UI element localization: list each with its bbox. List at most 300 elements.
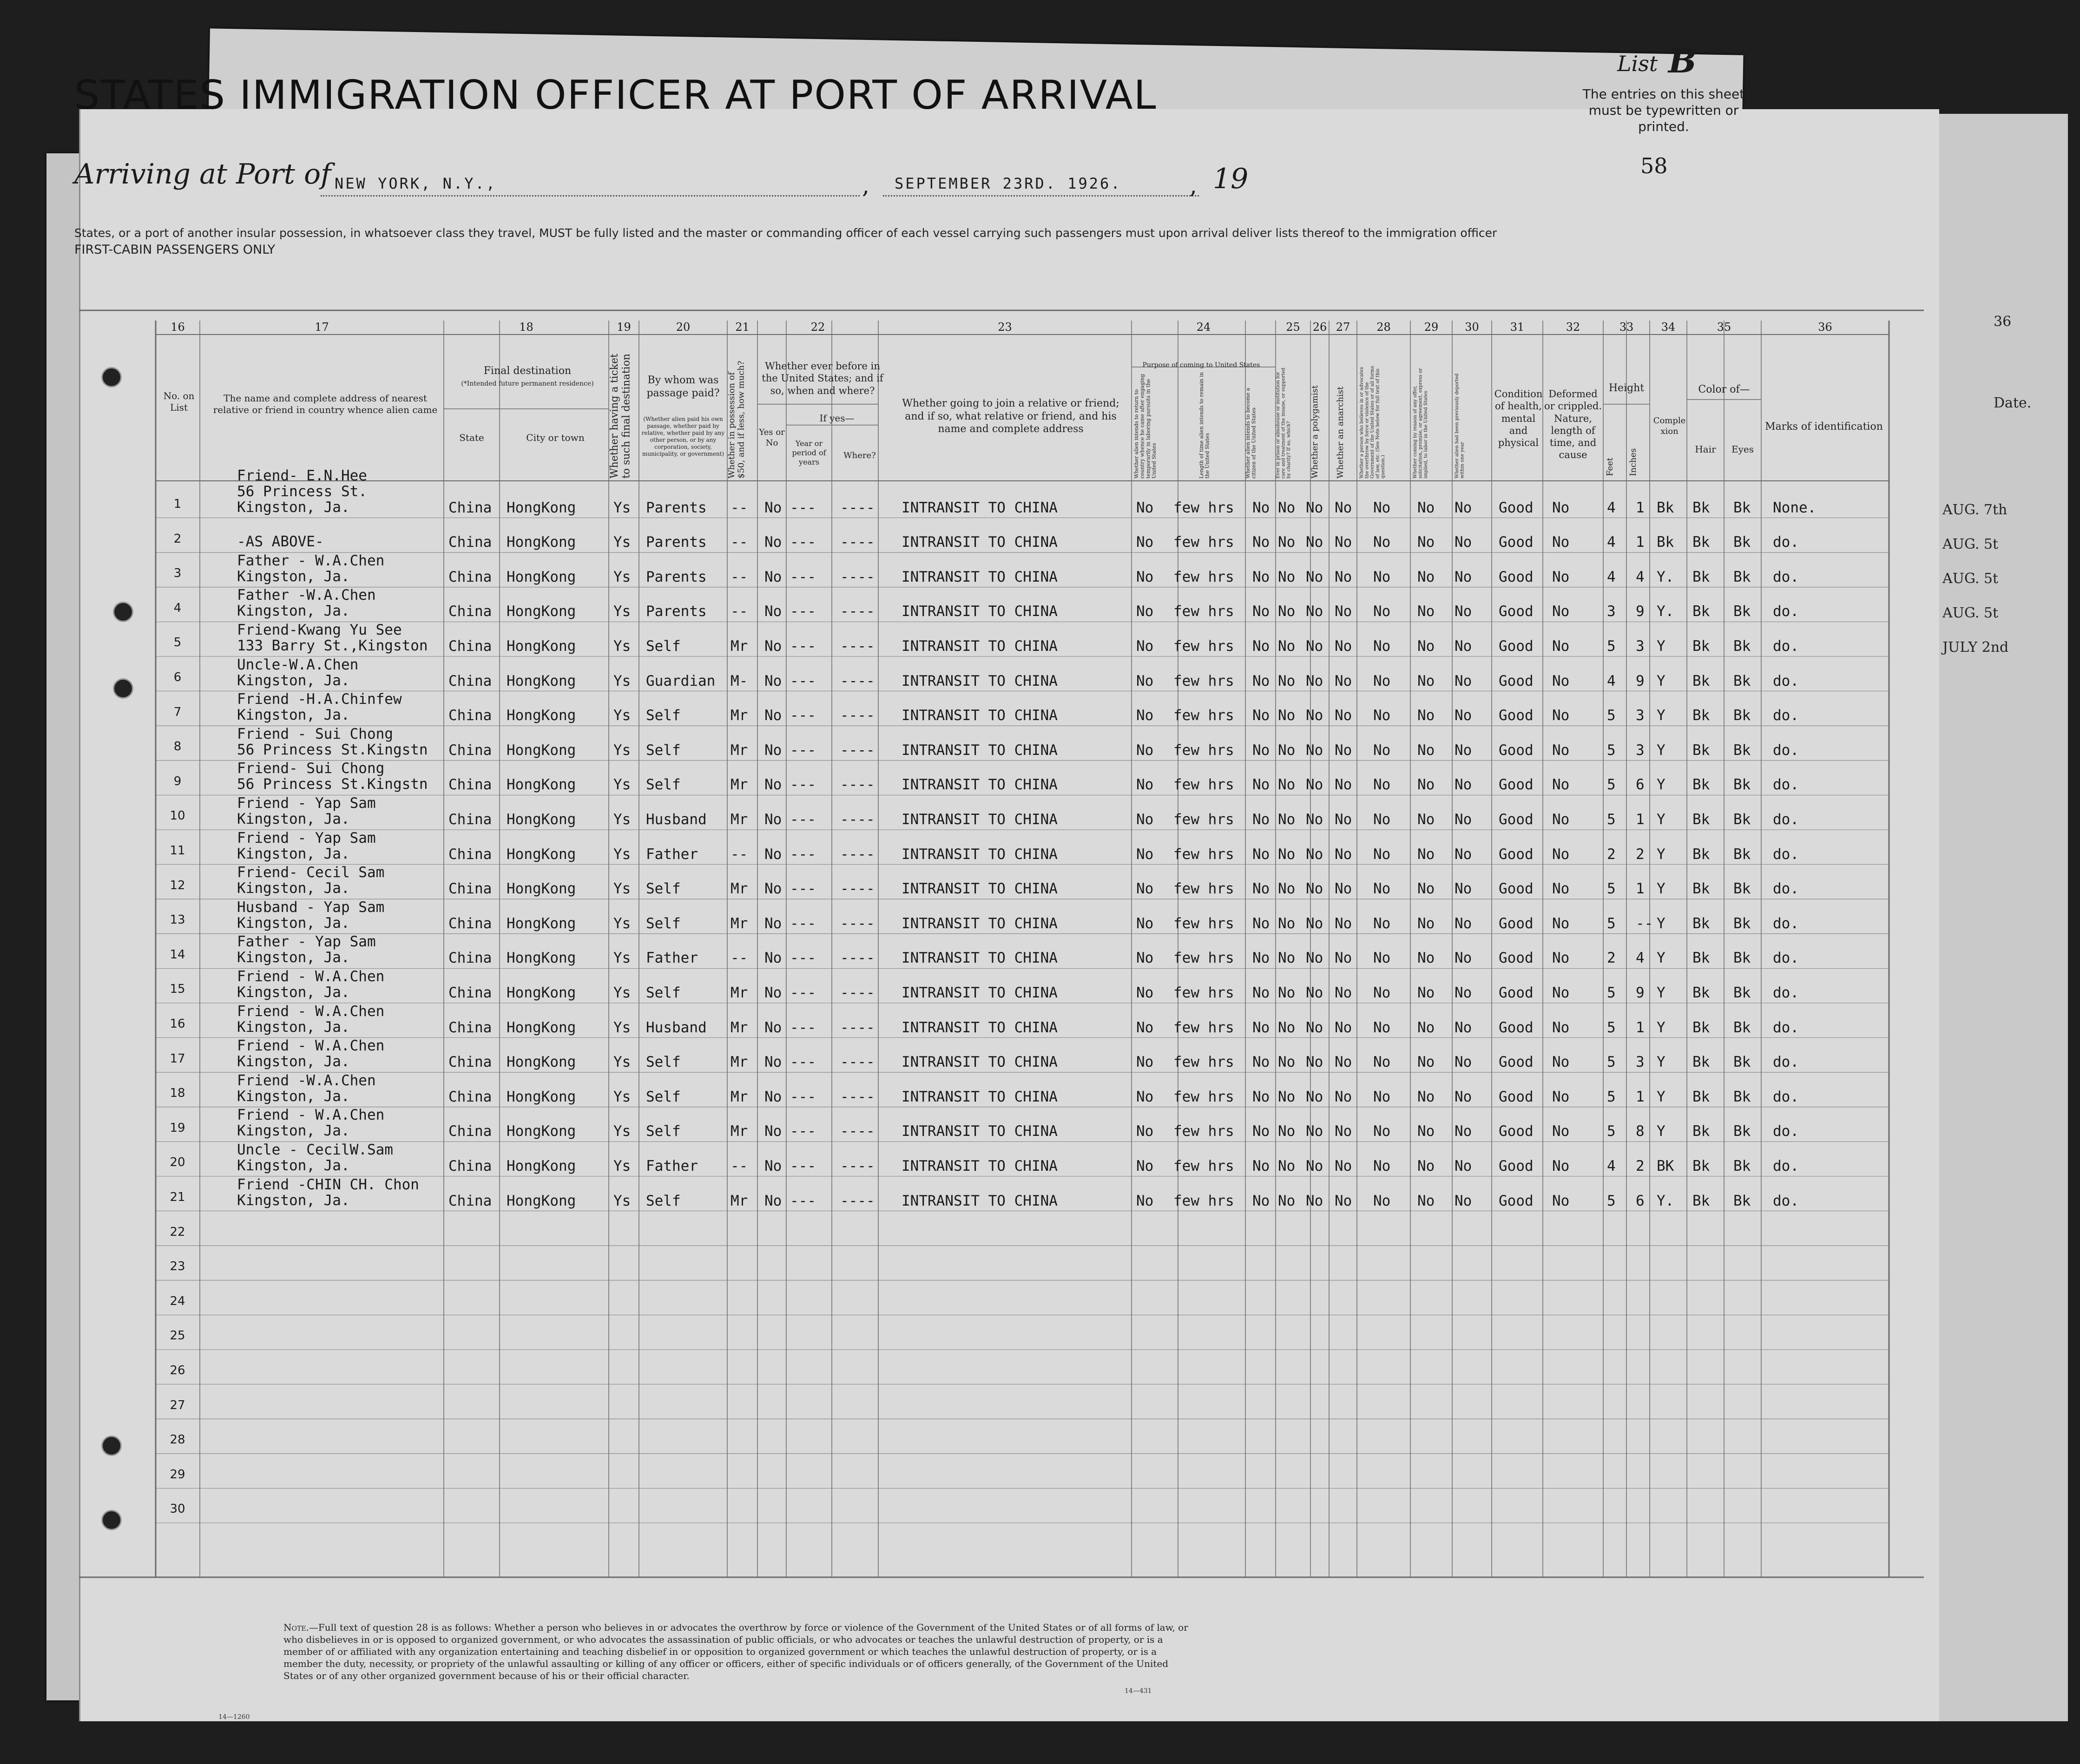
cell-money: -- (731, 568, 748, 585)
header-length-of-time: Length of time alien intends to remain in the United States (1198, 372, 1211, 479)
cell-health: Good (1499, 1054, 1534, 1071)
cell-inches: 3 (1636, 638, 1645, 655)
cell-join: INTRANSIT TO CHINA (902, 707, 1058, 724)
cell-where: ---- (840, 534, 875, 551)
cell-hair: Bk (1692, 950, 1710, 967)
cell-paid: Self (646, 638, 681, 655)
cell-purpose: No (1136, 984, 1154, 1001)
header-deformed: Deformed or crippled. Nature, length of time, and cause (1544, 388, 1602, 461)
cell-inches: 1 (1636, 880, 1645, 898)
cell-citizen: No (1252, 741, 1270, 759)
row-number: 10 (170, 809, 185, 823)
cell-deformed: No (1552, 776, 1570, 793)
cell-deported: No (1455, 880, 1472, 898)
cell-before: No (764, 534, 782, 551)
cell-deformed: No (1552, 568, 1570, 585)
cell-deformed: No (1552, 603, 1570, 620)
cell-state: China (448, 1158, 492, 1174)
cell-inches: 2 (1636, 1158, 1645, 1174)
cell-where: ---- (840, 915, 875, 932)
cell-purpose: No (1136, 1088, 1154, 1105)
cell-anarch: No (1335, 1123, 1352, 1140)
cell-where: ---- (840, 568, 875, 585)
row-number: 11 (170, 844, 185, 858)
cell-overthrow: No (1373, 568, 1391, 585)
cell-year: --- (790, 707, 816, 724)
row-number: 25 (170, 1329, 185, 1343)
cell-feet: 5 (1607, 776, 1616, 793)
header-overthrow: Whether a person who believes in or advocates the overthrow by force or violence of the Government of the United States or of all forms of law, etc. (See Note below for full text of this question.) (1359, 366, 1386, 479)
cell-overthrow: No (1373, 880, 1391, 898)
cell-paid: Parents (646, 534, 707, 551)
cell-length: few hrs (1173, 984, 1234, 1001)
cell-paid: Father (646, 846, 698, 863)
cell-health: Good (1499, 1088, 1534, 1105)
cell-state: China (448, 534, 492, 551)
cell-deformed: No (1552, 499, 1570, 516)
cell-city: HongKong (507, 950, 576, 967)
cell-city: HongKong (507, 1123, 576, 1140)
cell-feet: 5 (1607, 915, 1616, 932)
footnote-text: —Full text of question 28 is as follows: Whether a person who believes in or advocates the overthrow by force or violence of the Government of the United States or of all forms of law, or who disbelieves in or is opposed to organized government, or who advocates the assassination of public officials, or who advocates or teaches the unlawful destruction of property, or is a member of or affiliated with any organization entertaining and teaching disbelief in or opposition to organized government or which teaches the unlawful destruction of property, or is a member the duty, necessity, or propriety of the unlawful assaulting or killing of any officer or officers, either of specific individuals or of officers generally, of the Government of the United States or of any other organized government because of his or their official character. (283, 1622, 1188, 1681)
cell-city: HongKong (507, 1054, 576, 1071)
cell-purpose: No (1136, 950, 1154, 967)
cell-feet: 4 (1607, 672, 1616, 689)
cell-deported: No (1455, 950, 1472, 967)
row-number: 9 (173, 774, 182, 788)
cell-prison: No (1278, 776, 1296, 793)
cell-before: No (764, 603, 782, 620)
comma-2: , (1190, 172, 1197, 199)
cell-health: Good (1499, 741, 1534, 759)
cell-offer: No (1417, 846, 1435, 863)
cell-polyg: No (1306, 1054, 1323, 1071)
cell-year: --- (790, 1019, 816, 1036)
cell-deported: No (1455, 984, 1472, 1001)
cell-where: ---- (840, 1088, 875, 1105)
cell-join: INTRANSIT TO CHINA (902, 568, 1058, 585)
punch-hole (101, 367, 122, 387)
relative-address: Husband - Yap Sam Kingston, Ja. (237, 898, 385, 931)
cell-feet: 5 (1607, 1123, 1616, 1140)
cell-prison: No (1278, 846, 1296, 863)
cell-ticket: Ys (613, 1158, 631, 1174)
cell-deported: No (1455, 1123, 1472, 1140)
cell-polyg: No (1306, 1019, 1323, 1036)
row-number: 3 (173, 566, 182, 581)
cell-complexion: Bk (1657, 499, 1674, 516)
cell-year: --- (790, 741, 816, 759)
column-number: 16 (171, 321, 185, 334)
cell-length: few hrs (1173, 603, 1234, 620)
cell-feet: 5 (1607, 741, 1616, 759)
cell-complexion: Y (1657, 846, 1665, 863)
cell-year: --- (790, 1054, 816, 1071)
row-number: 29 (170, 1467, 185, 1482)
cell-ticket: Ys (613, 568, 631, 585)
cell-feet: 5 (1607, 638, 1616, 655)
cell-where: ---- (840, 707, 875, 724)
cell-money: -- (731, 499, 748, 516)
cell-deformed: No (1552, 846, 1570, 863)
cell-citizen: No (1252, 1192, 1270, 1209)
cell-state: China (448, 1054, 492, 1071)
cell-citizen: No (1252, 950, 1270, 967)
cell-marks: do. (1773, 846, 1799, 863)
cell-offer: No (1417, 915, 1435, 932)
cell-complexion: Y (1657, 1088, 1665, 1105)
cell-complexion: Y. (1657, 568, 1674, 585)
cell-marks: do. (1773, 880, 1799, 898)
column-number: 22 (810, 321, 825, 334)
cell-hair: Bk (1692, 1123, 1710, 1140)
header-intends-citizen: Whether alien intends to become a citizen of the United States (1245, 387, 1257, 479)
cell-state: China (448, 672, 492, 689)
cell-join: INTRANSIT TO CHINA (902, 1088, 1058, 1105)
cell-money: M- (731, 672, 748, 689)
cell-ticket: Ys (613, 915, 631, 932)
relative-address: Father - W.A.Chen Kingston, Ja. (237, 552, 385, 585)
punch-hole (113, 602, 133, 622)
cell-inches: 8 (1636, 1123, 1645, 1140)
cell-polyg: No (1306, 846, 1323, 863)
entries-instruction: The entries on this sheet must be typewritten or printed. (1582, 86, 1745, 134)
cell-eyes: Bk (1733, 811, 1751, 828)
cell-deported: No (1455, 1192, 1472, 1209)
cell-year: --- (790, 568, 816, 585)
header-relative: The name and complete address of nearest relative or friend in country whence alien came (213, 393, 438, 415)
row-number: 1 (173, 497, 182, 511)
cell-offer: No (1417, 984, 1435, 1001)
cell-marks: do. (1773, 568, 1799, 585)
cell-state: China (448, 707, 492, 724)
relative-address: Friend - W.A.Chen Kingston, Ja. (237, 1037, 385, 1070)
cell-polyg: No (1306, 1192, 1323, 1209)
cell-health: Good (1499, 603, 1534, 620)
cell-inches: 1 (1636, 811, 1645, 828)
cell-year: --- (790, 776, 816, 793)
list-label: List (1617, 51, 1658, 76)
cell-ticket: Ys (613, 846, 631, 863)
cell-health: Good (1499, 846, 1534, 863)
cell-anarch: No (1335, 603, 1352, 620)
column-number: 33 (1619, 321, 1634, 334)
cell-before: No (764, 846, 782, 863)
cell-feet: 5 (1607, 1088, 1616, 1105)
cell-polyg: No (1306, 776, 1323, 793)
cell-where: ---- (840, 741, 875, 759)
cell-paid: Parents (646, 499, 707, 516)
header-labor-offer: Whether coming by reason of any offer, solicitation, promise, or agreement, express or implied, to labor in the United States (1413, 368, 1428, 479)
row-number: 21 (170, 1190, 185, 1204)
cell-complexion: Y (1657, 707, 1665, 724)
cell-complexion: Y (1657, 638, 1665, 655)
cell-state: China (448, 1192, 492, 1209)
cell-city: HongKong (507, 776, 576, 793)
header-ever-before: Whether ever before in the United States; and if so, when and where? (762, 361, 883, 396)
cell-length: few hrs (1173, 568, 1234, 585)
arrival-date: SEPTEMBER 23RD. 1926. (895, 175, 1122, 192)
cell-deported: No (1455, 776, 1472, 793)
cell-hair: Bk (1692, 776, 1710, 793)
cell-anarch: No (1335, 811, 1352, 828)
cell-join: INTRANSIT TO CHINA (902, 603, 1058, 620)
cell-overthrow: No (1373, 950, 1391, 967)
cell-complexion: Y. (1657, 603, 1674, 620)
cell-state: China (448, 741, 492, 759)
cell-health: Good (1499, 984, 1534, 1001)
relative-address: Friend - Yap Sam Kingston, Ja. (237, 795, 376, 827)
cell-overthrow: No (1373, 1158, 1391, 1174)
cell-feet: 5 (1607, 707, 1616, 724)
header-passage-note: (Whether alien paid his own passage, whether paid by relative, whether paid by any other person, or by any corporation, society, municipality, or government) (641, 416, 725, 457)
cell-deported: No (1455, 915, 1472, 932)
cell-hair: Bk (1692, 638, 1710, 655)
cell-anarch: No (1335, 1054, 1352, 1071)
cell-marks: None. (1773, 499, 1817, 516)
cell-state: China (448, 880, 492, 898)
cell-year: --- (790, 880, 816, 898)
cell-eyes: Bk (1733, 846, 1751, 863)
cell-city: HongKong (507, 811, 576, 828)
cell-where: ---- (840, 1054, 875, 1071)
cell-hair: Bk (1692, 915, 1710, 932)
row-number: 30 (170, 1502, 185, 1516)
cell-citizen: No (1252, 638, 1270, 655)
cell-complexion: Y (1657, 741, 1665, 759)
cell-paid: Father (646, 1158, 698, 1174)
column-number: 19 (617, 321, 631, 334)
cell-eyes: Bk (1733, 1123, 1751, 1140)
cell-where: ---- (840, 950, 875, 967)
cell-marks: do. (1773, 915, 1799, 932)
cell-ticket: Ys (613, 811, 631, 828)
cell-eyes: Bk (1733, 603, 1751, 620)
cell-marks: do. (1773, 1088, 1799, 1105)
cell-anarch: No (1335, 534, 1352, 551)
cell-overthrow: No (1373, 638, 1391, 655)
cell-feet: 5 (1607, 880, 1616, 898)
cell-length: few hrs (1173, 672, 1234, 689)
cell-health: Good (1499, 707, 1534, 724)
cell-city: HongKong (507, 741, 576, 759)
cell-before: No (764, 1088, 782, 1105)
cell-citizen: No (1252, 1158, 1270, 1174)
cell-inches: 6 (1636, 776, 1645, 793)
cell-join: INTRANSIT TO CHINA (902, 672, 1058, 689)
form-number-right: 14—431 (1125, 1687, 1152, 1695)
cell-anarch: No (1335, 1158, 1352, 1174)
cell-complexion: BK (1657, 1158, 1674, 1174)
cell-anarch: No (1335, 915, 1352, 932)
cell-deformed: No (1552, 534, 1570, 551)
cell-hair: Bk (1692, 1088, 1710, 1105)
cell-offer: No (1417, 1019, 1435, 1036)
form-number-left: 14—1260 (218, 1713, 250, 1721)
punch-hole (101, 1436, 122, 1456)
cell-money: Mr (731, 1054, 748, 1071)
footnote-label: Note. (283, 1622, 309, 1633)
cell-citizen: No (1252, 846, 1270, 863)
cell-health: Good (1499, 880, 1534, 898)
cell-money: Mr (731, 984, 748, 1001)
cell-hair: Bk (1692, 534, 1710, 551)
cell-state: China (448, 776, 492, 793)
cell-marks: do. (1773, 707, 1799, 724)
cell-offer: No (1417, 499, 1435, 516)
cell-ticket: Ys (613, 741, 631, 759)
cell-length: few hrs (1173, 741, 1234, 759)
cell-prison: No (1278, 915, 1296, 932)
column-number: 32 (1566, 321, 1580, 334)
cell-hair: Bk (1692, 984, 1710, 1001)
cell-length: few hrs (1173, 499, 1234, 516)
cell-inches: 4 (1636, 950, 1645, 967)
cell-where: ---- (840, 1019, 875, 1036)
cell-purpose: No (1136, 846, 1154, 863)
cell-length: few hrs (1173, 1192, 1234, 1209)
cell-purpose: No (1136, 880, 1154, 898)
list-value: B (1668, 41, 1697, 80)
cell-year: --- (790, 846, 816, 863)
cell-marks: do. (1773, 638, 1799, 655)
cell-purpose: No (1136, 534, 1154, 551)
cell-citizen: No (1252, 915, 1270, 932)
cell-paid: Self (646, 1123, 681, 1140)
cell-deported: No (1455, 1158, 1472, 1174)
cell-citizen: No (1252, 1088, 1270, 1105)
relative-address: Friend - W.A.Chen Kingston, Ja. (237, 968, 385, 1001)
cell-length: few hrs (1173, 811, 1234, 828)
cell-citizen: No (1252, 880, 1270, 898)
cell-where: ---- (840, 880, 875, 898)
column-number: 27 (1336, 321, 1350, 334)
cell-hair: Bk (1692, 741, 1710, 759)
cell-year: --- (790, 950, 816, 967)
cell-complexion: Y (1657, 984, 1665, 1001)
cell-marks: do. (1773, 672, 1799, 689)
cell-eyes: Bk (1733, 499, 1751, 516)
relative-address: Friend - W.A.Chen Kingston, Ja. (237, 1107, 385, 1140)
relative-address: Friend-Kwang Yu See 133 Barry St.,Kingston (237, 622, 428, 654)
right-date-entry: AUG. 5t (1942, 571, 1999, 587)
cell-overthrow: No (1373, 915, 1391, 932)
cell-feet: 4 (1607, 568, 1616, 585)
cell-hair: Bk (1692, 1054, 1710, 1071)
cell-before: No (764, 672, 782, 689)
row-number: 24 (170, 1294, 185, 1308)
column-number: 25 (1286, 321, 1300, 334)
cell-eyes: Bk (1733, 1192, 1751, 1209)
cell-city: HongKong (507, 568, 576, 585)
cell-anarch: No (1335, 707, 1352, 724)
relative-address: Friend -H.A.Chinfew Kingston, Ja. (237, 691, 402, 724)
cell-feet: 4 (1607, 534, 1616, 551)
cell-where: ---- (840, 984, 875, 1001)
cell-overthrow: No (1373, 811, 1391, 828)
cell-deformed: No (1552, 1088, 1570, 1105)
cell-purpose: No (1136, 1019, 1154, 1036)
row-number: 7 (173, 705, 182, 719)
arriving-label: Arriving at Port of (74, 158, 331, 190)
cell-join: INTRANSIT TO CHINA (902, 811, 1058, 828)
cell-prison: No (1278, 568, 1296, 585)
cell-prison: No (1278, 499, 1296, 516)
cell-state: China (448, 984, 492, 1001)
cell-anarch: No (1335, 776, 1352, 793)
cell-prison: No (1278, 1123, 1296, 1140)
cell-before: No (764, 1019, 782, 1036)
header-health: Condition of health, mental and physical (1494, 388, 1543, 448)
cell-length: few hrs (1173, 1088, 1234, 1105)
cell-overthrow: No (1373, 1192, 1391, 1209)
relative-address: Father -W.A.Chen Kingston, Ja. (237, 587, 376, 620)
cell-citizen: No (1252, 984, 1270, 1001)
cell-purpose: No (1136, 707, 1154, 724)
cell-length: few hrs (1173, 1123, 1234, 1140)
cell-anarch: No (1335, 880, 1352, 898)
cell-length: few hrs (1173, 1158, 1234, 1174)
cell-feet: 5 (1607, 1054, 1616, 1071)
cell-marks: do. (1773, 1054, 1799, 1071)
cell-inches: -- (1636, 915, 1653, 932)
cell-paid: Guardian (646, 672, 716, 689)
cell-inches: 6 (1636, 1192, 1645, 1209)
cell-city: HongKong (507, 1019, 576, 1036)
cell-health: Good (1499, 1192, 1534, 1209)
cell-marks: do. (1773, 603, 1799, 620)
cell-offer: No (1417, 672, 1435, 689)
cell-anarch: No (1335, 1019, 1352, 1036)
cell-year: --- (790, 603, 816, 620)
cell-marks: do. (1773, 1192, 1799, 1209)
cell-ticket: Ys (613, 1192, 631, 1209)
cell-overthrow: No (1373, 1019, 1391, 1036)
cell-ticket: Ys (613, 1054, 631, 1071)
cell-citizen: No (1252, 707, 1270, 724)
cell-money: -- (731, 1158, 748, 1174)
row-number: 15 (170, 982, 185, 997)
cell-health: Good (1499, 672, 1534, 689)
row-number: 22 (170, 1225, 185, 1239)
cell-ticket: Ys (613, 672, 631, 689)
cell-overthrow: No (1373, 1123, 1391, 1140)
cell-overthrow: No (1373, 499, 1391, 516)
header-hair: Hair (1695, 444, 1716, 455)
cell-marks: do. (1773, 1019, 1799, 1036)
cell-overthrow: No (1373, 741, 1391, 759)
cell-health: Good (1499, 568, 1534, 585)
header-no-on-list: No. on List (163, 390, 195, 413)
cell-health: Good (1499, 776, 1534, 793)
cell-eyes: Bk (1733, 1158, 1751, 1174)
cell-length: few hrs (1173, 776, 1234, 793)
cell-offer: No (1417, 1054, 1435, 1071)
cell-before: No (764, 568, 782, 585)
header-purpose: Purpose of coming to United States (1142, 361, 1260, 369)
cell-overthrow: No (1373, 672, 1391, 689)
cell-ticket: Ys (613, 1088, 631, 1105)
cell-polyg: No (1306, 811, 1323, 828)
cell-city: HongKong (507, 1158, 576, 1174)
column-number: 30 (1465, 321, 1479, 334)
cell-ticket: Ys (613, 950, 631, 967)
cell-anarch: No (1335, 846, 1352, 863)
cell-prison: No (1278, 534, 1296, 551)
row-number: 4 (173, 601, 182, 615)
cell-eyes: Bk (1733, 1088, 1751, 1105)
cell-deported: No (1455, 846, 1472, 863)
